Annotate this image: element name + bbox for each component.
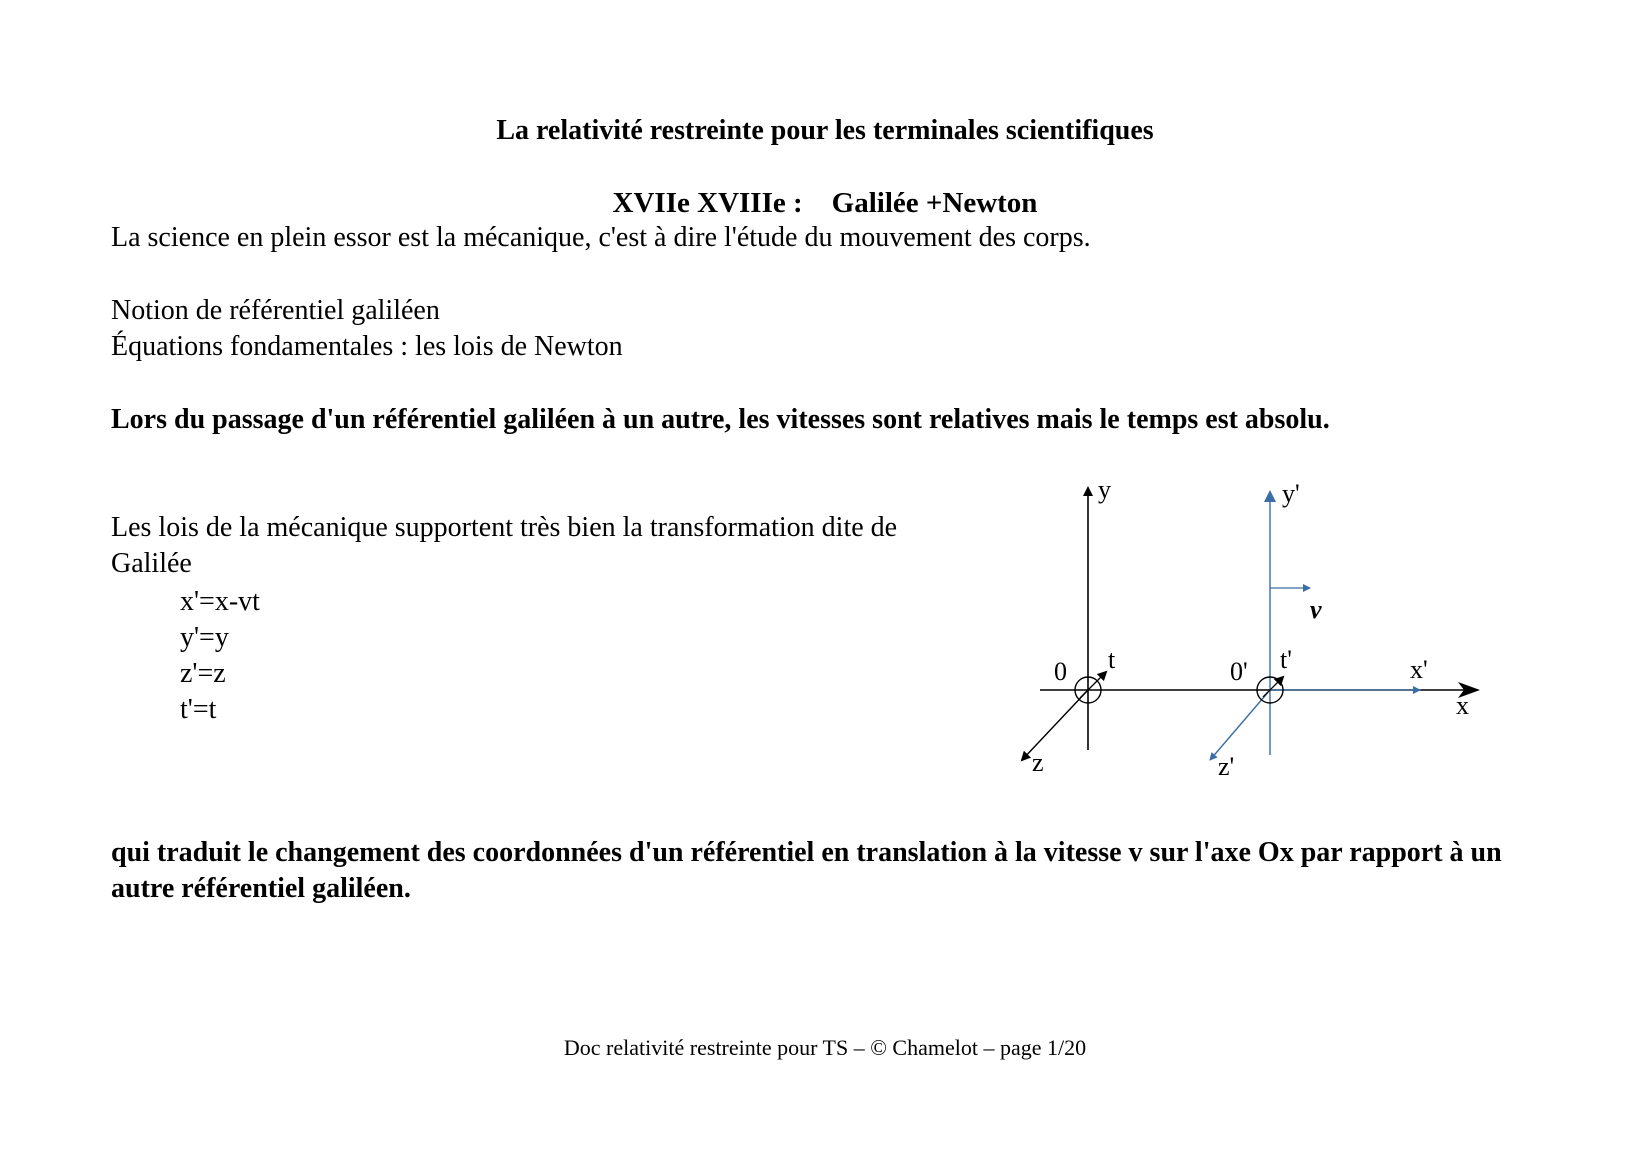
z-prime-axis-line xyxy=(1210,690,1270,760)
label-t-prime: t' xyxy=(1280,645,1292,674)
label-t: t xyxy=(1108,645,1116,674)
time-hand-origin xyxy=(1080,672,1106,698)
key-statement: Lors du passage d'un référentiel galiléen à un autre, les vitesses sont relatives mais le temps est absolu. xyxy=(111,404,1330,435)
label-z-prime: z' xyxy=(1218,752,1235,781)
equation-t: t'=t xyxy=(180,694,217,725)
label-y: y xyxy=(1098,475,1111,504)
label-z: z xyxy=(1032,748,1044,777)
galilean-frames-diagram xyxy=(1010,470,1470,790)
page-footer: Doc relativité restreinte pour TS – © Chamelot – page 1/20 xyxy=(563,1035,1087,1060)
label-v: v xyxy=(1310,595,1322,624)
label-origin: 0 xyxy=(1054,657,1067,686)
conclusion-paragraph: qui traduit le changement des coordonnées d'un référentiel en translation à la vitesse v sur l'axe Ox par rapport à un autre référentiel galiléen. xyxy=(111,837,1502,904)
label-origin-prime: 0' xyxy=(1230,657,1248,686)
equation-z: z'=z xyxy=(180,658,226,689)
label-x: x xyxy=(1456,691,1469,720)
intro-paragraph: La science en plein essor est la mécanique, c'est à dire l'étude du mouvement des corps. xyxy=(111,222,1091,253)
equation-x: x'=x-vt xyxy=(180,586,260,617)
notion-line: Notion de référentiel galiléen xyxy=(111,295,440,326)
label-y-prime: y' xyxy=(1282,479,1300,508)
transform-text-line-1: Les lois de la mécanique supportent très bien la transformation dite de xyxy=(111,512,898,543)
equations-heading-line: Équations fondamentales : les lois de Newton xyxy=(111,331,623,362)
document-title: La relativité restreinte pour les terminales scientifiques xyxy=(496,115,1154,146)
equation-y: y'=y xyxy=(180,622,229,653)
transform-text-line-2: Galilée xyxy=(111,548,192,579)
time-hand-origin-prime xyxy=(1263,677,1283,697)
section-heading: XVIIe XVIIIe : Galilée +Newton xyxy=(612,187,1038,219)
label-x-prime: x' xyxy=(1410,655,1428,684)
